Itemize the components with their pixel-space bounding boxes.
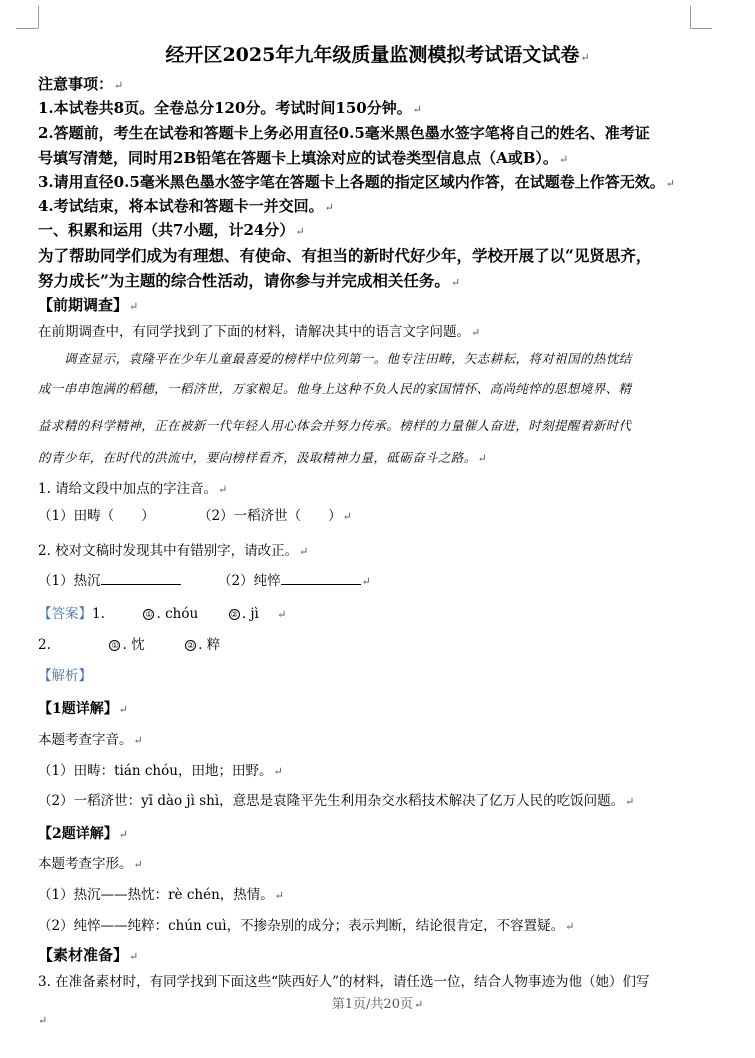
notes-heading: 注意事项：↵ (38, 75, 124, 93)
analysis-label: 【解析】 (38, 668, 92, 684)
question-2-stem: 2. 校对文稿时发现其中有错别字，请改正。↵ (38, 543, 309, 559)
section-heading: 一、积累和运用（共7小题，计24分）↵ (38, 221, 305, 239)
question-2-item-1: （1）热沉 (38, 572, 181, 589)
detail-2-line: （2）纯悴——纯粹：chún cuì，不掺杂别的成分；表示判断，结论很肯定，不容置疑。↵ (38, 918, 575, 934)
note-line: 1.本试卷共8页。全卷总分120分。考试时间150分钟。↵ (38, 99, 422, 117)
detail-1-line: （2）一稻济世：yī dào jì shì，意思是袁隆平先生利用杂交水稻技术解决了亿万人民的吃饭问题。↵ (38, 793, 635, 809)
page-title: 经开区2025年九年级质量监测模拟考试语文试卷↵ (165, 44, 590, 66)
intro-line: 为了帮助同学们成为有理想、有使命、有担当的新时代好少年，学校开展了以“见贤思齐， (38, 246, 652, 265)
detail-1-heading: 【1题详解】↵ (38, 701, 128, 717)
passage-line: 调查显示，袁隆平在少年儿童最喜爱的榜样中位列第一。他专注田畴，矢志耕耘，将对祖国的热忱结 (64, 351, 632, 366)
passage-line: 的青少年，在时代的洪流中，要向榜样看齐，汲取精神力量，砥砺奋斗之路。↵ (38, 450, 488, 465)
passage-line: 成一串串饱满的稻穗，一稻济世，万家粮足。他身上这种不负人民的家国情怀、高尚纯悴的思想境界、精 (38, 381, 632, 396)
intro-line: 努力成长”为主题的综合性活动，请你参与并完成相关任务。↵ (38, 271, 461, 290)
note-line: 2.答题前，考生在试卷和答题卡上务必用直径0.5毫米黑色墨水签字笔将自己的姓名、准考证 (38, 124, 650, 142)
page-footer: 第1页/共20页↵ (331, 997, 424, 1012)
detail-1-line: （1）田畴：tián chóu，田地；田野。↵ (38, 763, 283, 779)
crop-mark-top-left-h (16, 28, 38, 29)
detail-2-line: 本题考查字形。↵ (38, 856, 143, 872)
answer-row-1: 【答案】1. ① . chóu ② . jì ↵ (38, 606, 287, 622)
detail-2-line: （1）热沉——热忱：rè chén，热情。↵ (38, 887, 284, 903)
note-line: 号填写清楚，同时用2B铅笔在答题卡上填涂对应的试卷类型信息点（A或B）。↵ (38, 149, 569, 167)
material-heading: 【素材准备】↵ (38, 946, 139, 964)
question-2-item-2: （2）纯悴 ↵ (218, 573, 371, 589)
question-1-stem: 1. 请给文段中加点的字注音。↵ (38, 481, 228, 497)
answer-blank[interactable] (101, 572, 181, 585)
question-3-stem: 3. 在准备素材时，有同学找到下面这些“陕西好人”的材料，请任选一位，结合人物事迹为他（她）们写 (38, 974, 650, 990)
paragraph-mark: ↵ (38, 1014, 48, 1027)
detail-2-heading: 【2题详解】↵ (38, 826, 128, 842)
detail-1-line: 本题考查字音。↵ (38, 732, 143, 748)
survey-intro: 在前期调查中，有同学找到了下面的材料，请解决其中的语言文字问题。↵ (38, 324, 481, 340)
note-line: 3.请用直径0.5毫米黑色墨水签字笔在答题卡上各题的指定区域内作答，在试题卷上作答无效。↵ (38, 173, 675, 191)
crop-mark-top-right (690, 6, 691, 28)
question-1-item-2: （2）一稻济世（ ）↵ (198, 508, 352, 524)
answer-blank[interactable] (281, 572, 361, 585)
crop-mark-top-right-h (690, 28, 712, 29)
crop-mark-top-left (38, 6, 39, 28)
passage-line: 益求精的科学精神，正在被新一代年轻人用心体会并努力传承。榜样的力量催人奋进，时刻提醒着新时代 (38, 418, 632, 433)
question-1-item-1: （1）田畴（ ） (38, 508, 155, 524)
note-line: 4.考试结束，将本试卷和答题卡一并交回。↵ (38, 197, 334, 215)
survey-heading: 【前期调查】↵ (38, 296, 139, 314)
answer-row-2: 2. ① . 忱 ② . 粹 (38, 637, 221, 653)
